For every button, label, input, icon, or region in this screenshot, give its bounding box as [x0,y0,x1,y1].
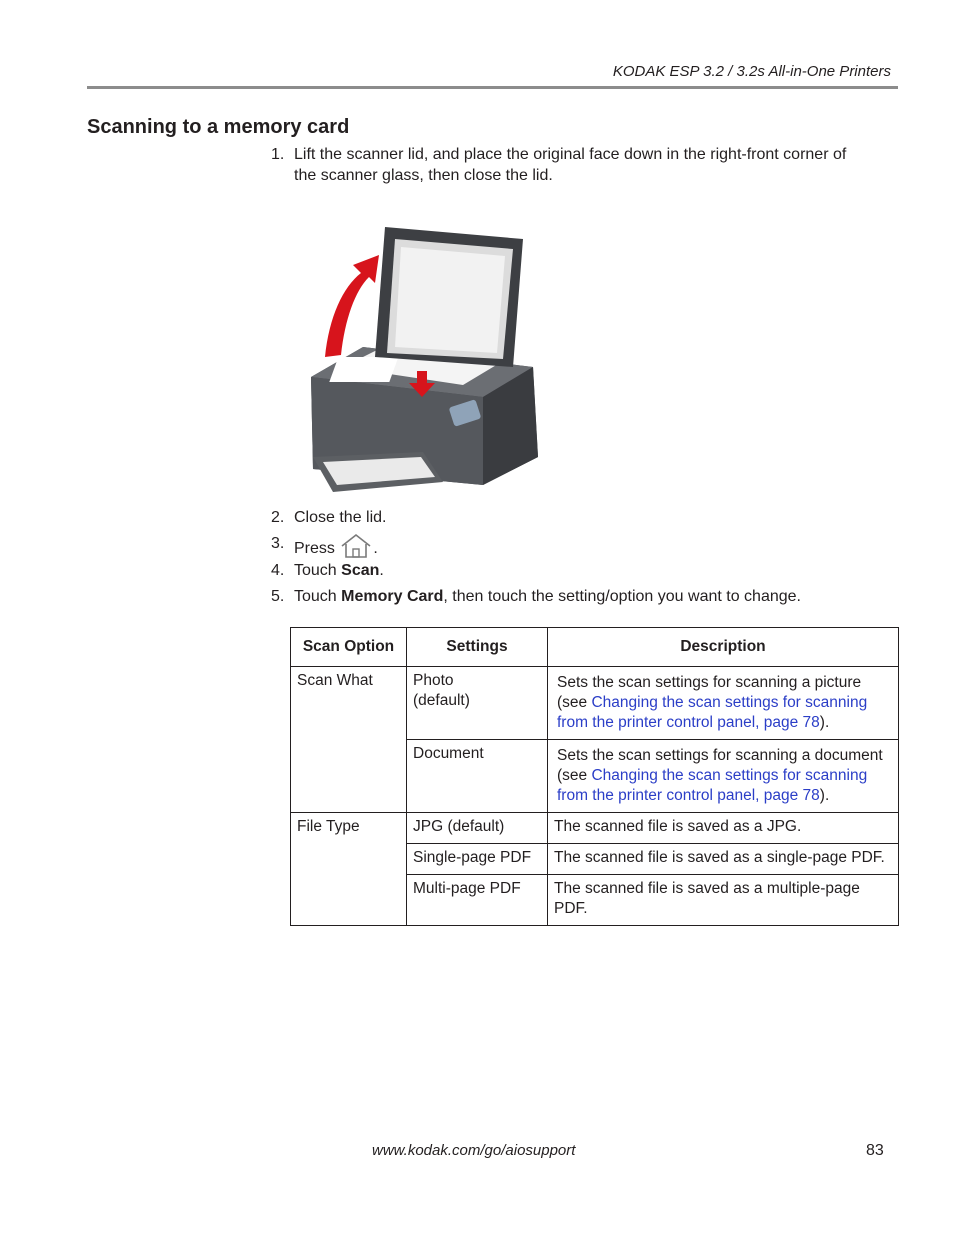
description-document [548,740,899,813]
setting-photo-line-1: Photo [413,672,454,689]
home-icon [339,533,373,559]
page-number: 83 [866,1142,884,1159]
step-3-pre: Press [294,540,335,557]
setting-multi-page-pdf: Multi-page PDF [407,875,548,926]
setting-document: Document [407,740,548,813]
step-5-post: , then touch the setting/option you want to change. [443,588,801,605]
description-jpg: The scanned file is saved as a JPG. [548,813,899,844]
memory-card-label: Memory Card [341,588,444,605]
column-header-scan-option: Scan Option [291,628,407,667]
description-text: ). [819,787,830,804]
description-text: Sets the scan settings for scanning a picture (see [557,674,862,711]
description-text: ). [819,714,830,731]
step-number: 5. [271,588,285,605]
step-number: 1. [271,146,285,163]
setting-single-page-pdf: Single-page PDF [407,844,548,875]
description-multi-page-pdf: The scanned file is saved as a multiple-page PDF. [548,875,899,926]
step-4-post: . [379,562,384,579]
step-text [294,144,846,186]
option-scan-what: Scan What [291,667,407,813]
table-row [291,667,899,740]
step-text [294,560,384,581]
step-number: 4. [271,562,285,579]
step-text [294,586,801,607]
page-link[interactable]: Changing the scan settings for scanning from the printer control panel, page 78 [557,767,868,804]
description-text: Sets the scan settings for scanning a document (see [557,747,883,784]
setting-jpg: JPG (default) [407,813,548,844]
setting-photo [407,667,548,740]
description-photo [548,667,899,740]
scanner-illustration [303,207,543,503]
table-row [291,813,899,844]
option-file-type: File Type [291,813,407,926]
step-1-line-2: the scanner glass, then close the lid. [294,167,553,184]
setting-photo-line-2: (default) [413,692,470,709]
description-single-page-pdf: The scanned file is saved as a single-page PDF. [548,844,899,875]
step-5-pre: Touch [294,588,342,605]
step-number: 3. [271,535,285,552]
running-header: KODAK ESP 3.2 / 3.2s All-in-One Printers [612,63,891,80]
scan-label: Scan [341,562,380,579]
page-link[interactable]: Changing the scan settings for scanning from the printer control panel, page 78 [557,694,868,731]
footer-url[interactable]: www.kodak.com/go/aiosupport [372,1142,576,1159]
column-header-description: Description [548,628,899,667]
scan-options-table [290,627,899,926]
step-3-post: . [373,540,378,557]
step-1-line-1: Lift the scanner lid, and place the original face down in the right-front corner of [294,146,847,163]
section-title: Scanning to a memory card [87,116,350,138]
step-4-pre: Touch [294,562,342,579]
table-header-row [291,628,899,667]
step-text [294,533,378,559]
step-number: 2. [271,509,285,526]
header-rule [87,86,898,89]
column-header-settings: Settings [407,628,548,667]
step-text: Close the lid. [294,509,387,526]
